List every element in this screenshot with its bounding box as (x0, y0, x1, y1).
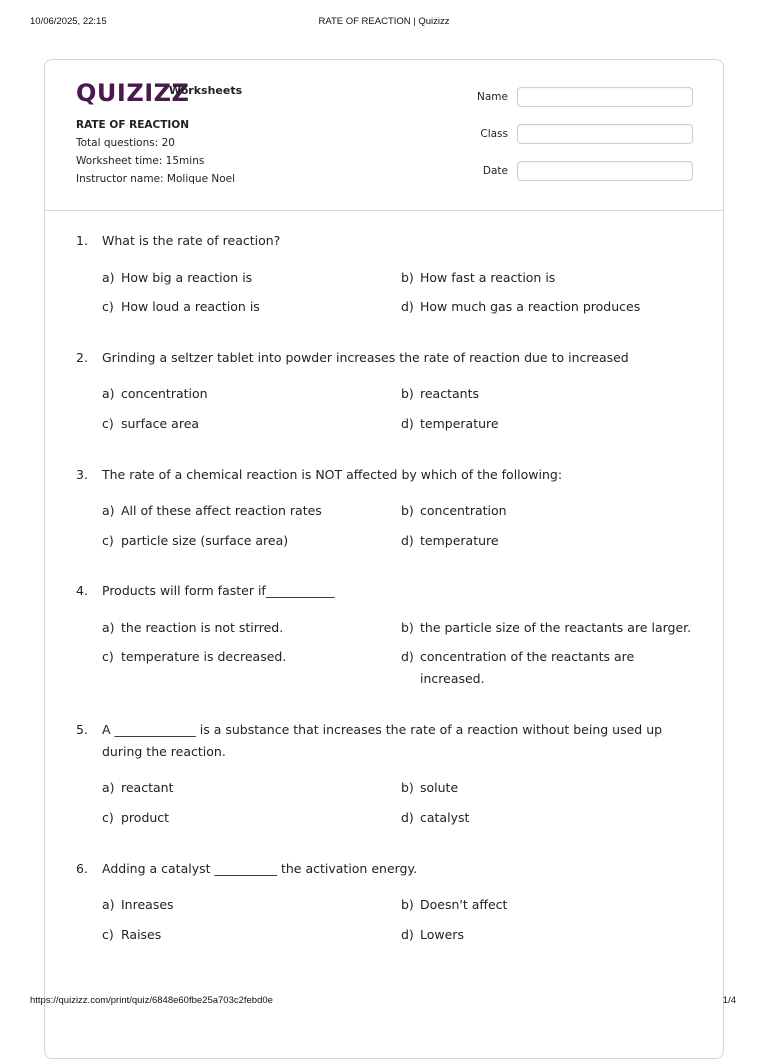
option-letter: b) (401, 503, 414, 518)
option-letter: a) (102, 780, 115, 795)
question-number: 1. (76, 233, 88, 248)
option-letter: c) (102, 649, 114, 664)
question-text: The rate of a chemical reaction is NOT affected by which of the following: (102, 467, 563, 482)
worksheet-header (45, 60, 723, 211)
worksheet-card (44, 59, 724, 1059)
option-letter: d) (401, 810, 414, 825)
question-number: 2. (76, 350, 88, 365)
option-text: concentration of the reactants are increased. (420, 649, 635, 686)
question-number: 6. (76, 861, 88, 876)
quizizz-logo: QUIZIZZ (76, 79, 190, 107)
name-label: Name (477, 91, 508, 103)
option-letter: b) (401, 386, 414, 401)
page-number: 1/4 (722, 995, 736, 1006)
worksheet-title: RATE OF REACTION (76, 119, 190, 131)
print-url[interactable]: https://quizizz.com/print/quiz/6848e60fbe25a703c2febd0e (30, 995, 273, 1006)
print-footer (0, 995, 768, 1009)
option-text: Inreases (121, 897, 174, 912)
question-number: 4. (76, 583, 88, 598)
option-letter: b) (401, 897, 414, 912)
option-text: surface area (121, 416, 200, 431)
option-letter: d) (401, 927, 414, 942)
name-field[interactable] (517, 87, 693, 107)
print-datetime: 10/06/2025, 22:15 (30, 16, 107, 27)
option-text: concentration (420, 503, 507, 518)
option-text: temperature (420, 533, 499, 548)
question-text: A _____________ is a substance that increases the rate of a reaction without being used up during the reaction. (102, 722, 663, 759)
option-text: the reaction is not stirred. (121, 620, 284, 635)
option-text: Lowers (420, 927, 464, 942)
question-text: Products will form faster if___________ (102, 583, 335, 598)
option-text: reactant (121, 780, 174, 795)
logo-subtitle: Worksheets (169, 84, 243, 97)
option-letter: a) (102, 503, 115, 518)
option-text: How loud a reaction is (121, 299, 260, 314)
option-letter: d) (401, 299, 414, 314)
option-letter: a) (102, 270, 115, 285)
option-text: product (121, 810, 170, 825)
date-label: Date (482, 165, 508, 177)
question-text: What is the rate of reaction? (102, 233, 281, 248)
question-text: Grinding a seltzer tablet into powder increases the rate of reaction due to increased (102, 350, 629, 365)
option-letter: c) (102, 810, 114, 825)
option-text: How much gas a reaction produces (420, 299, 641, 314)
question-text: Adding a catalyst __________ the activation energy. (102, 861, 418, 876)
question-number: 5. (76, 722, 88, 737)
option-letter: c) (102, 299, 114, 314)
option-text: temperature is decreased. (121, 649, 287, 664)
option-letter: b) (401, 620, 414, 635)
option-letter: a) (102, 386, 115, 401)
option-text: temperature (420, 416, 499, 431)
option-letter: c) (102, 416, 114, 431)
option-text: particle size (surface area) (121, 533, 289, 548)
option-letter: c) (102, 533, 114, 548)
option-text: catalyst (420, 810, 470, 825)
instructor-name: Instructor name: Molique Noel (76, 173, 236, 185)
question-number: 3. (76, 467, 88, 482)
option-letter: a) (102, 897, 115, 912)
total-questions: Total questions: 20 (76, 137, 175, 149)
option-letter: c) (102, 927, 114, 942)
option-letter: d) (401, 416, 414, 431)
option-letter: d) (401, 649, 414, 664)
option-letter: a) (102, 620, 115, 635)
option-text: All of these affect reaction rates (121, 503, 322, 518)
option-text: How fast a reaction is (420, 270, 556, 285)
option-text: Raises (121, 927, 162, 942)
option-text: reactants (420, 386, 479, 401)
option-letter: d) (401, 533, 414, 548)
class-label: Class (480, 128, 508, 140)
worksheet-time: Worksheet time: 15mins (76, 155, 205, 167)
date-field[interactable] (517, 161, 693, 181)
option-text: How big a reaction is (121, 270, 253, 285)
option-text: solute (420, 780, 459, 795)
print-header (0, 16, 768, 30)
option-text: the particle size of the reactants are larger. (420, 620, 692, 635)
option-letter: b) (401, 270, 414, 285)
option-letter: b) (401, 780, 414, 795)
class-field[interactable] (517, 124, 693, 144)
option-text: concentration (121, 386, 208, 401)
option-text: Doesn't affect (420, 897, 508, 912)
print-page-title: RATE OF REACTION | Quizizz (318, 16, 450, 27)
